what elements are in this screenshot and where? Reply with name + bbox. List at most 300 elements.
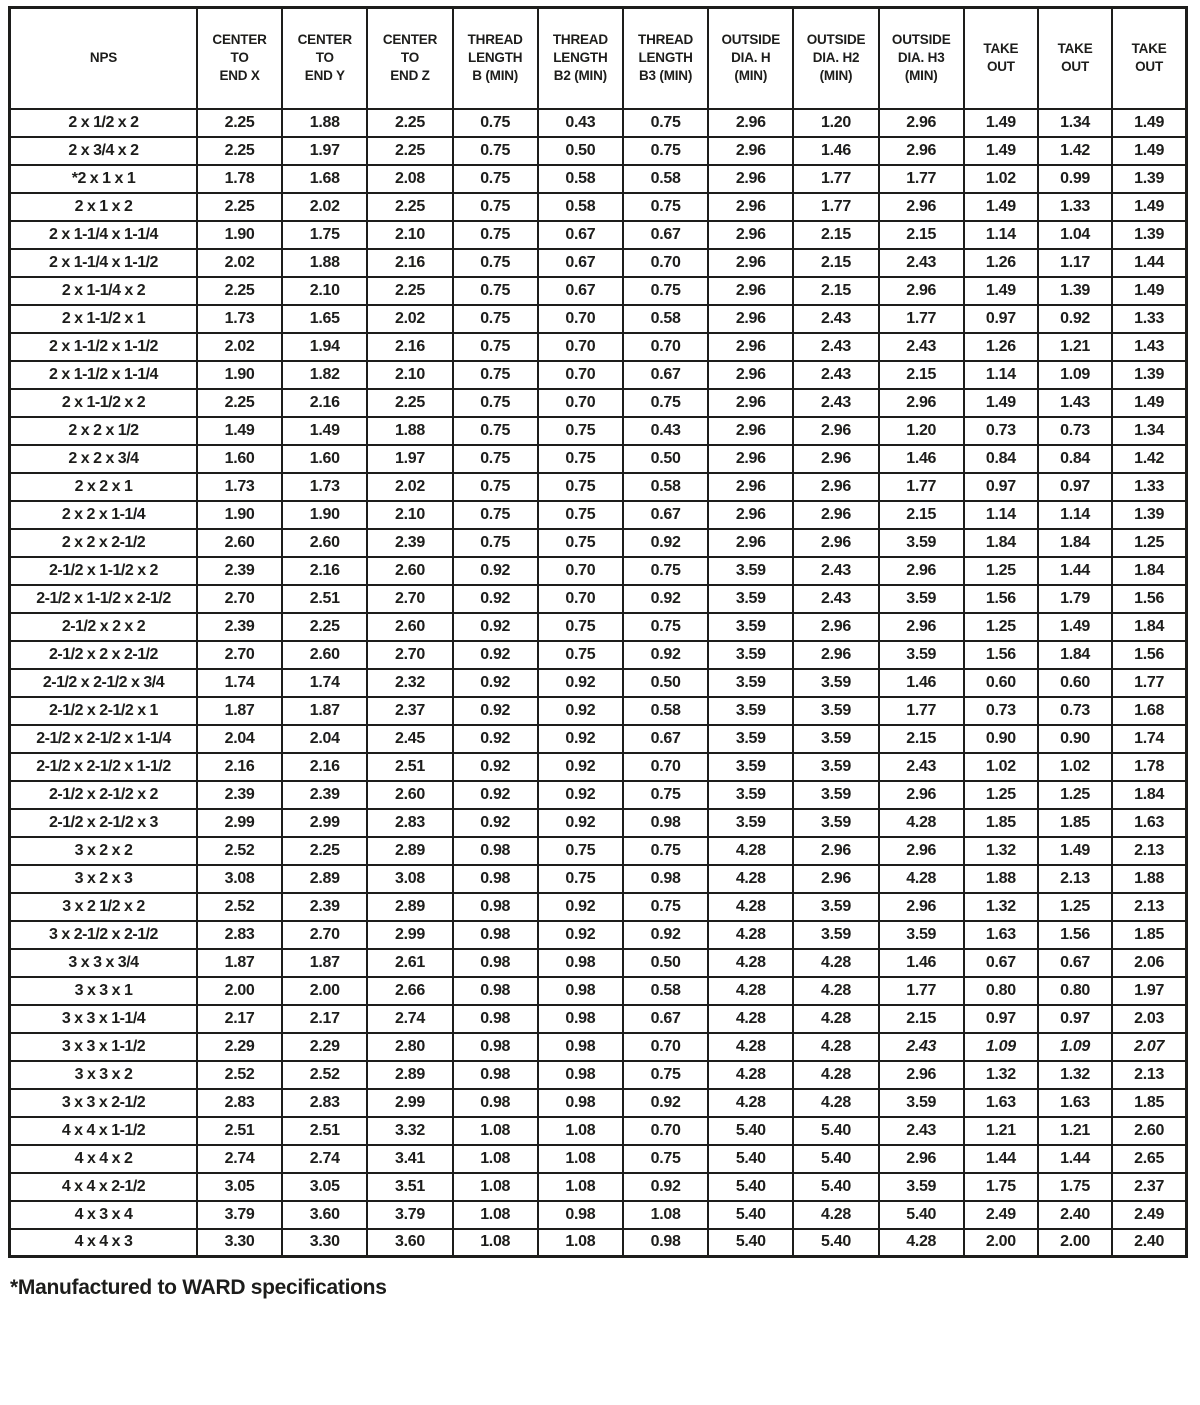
value-cell: 0.98 bbox=[453, 977, 538, 1005]
value-cell: 2.39 bbox=[282, 781, 367, 809]
table-row bbox=[10, 193, 1187, 221]
table-row bbox=[10, 585, 1187, 613]
value-cell: 1.49 bbox=[1038, 837, 1112, 865]
value-cell: 0.97 bbox=[964, 1005, 1038, 1033]
column-header-line: (MIN) bbox=[904, 68, 938, 84]
value-cell: 1.39 bbox=[1112, 361, 1186, 389]
nps-cell: 3 x 2 x 3 bbox=[10, 865, 197, 893]
column-header bbox=[1112, 8, 1186, 109]
nps-cell: 4 x 4 x 3 bbox=[10, 1229, 197, 1257]
value-cell: 1.32 bbox=[964, 1061, 1038, 1089]
value-cell: 2.13 bbox=[1112, 1061, 1186, 1089]
value-cell: 2.96 bbox=[879, 557, 964, 585]
value-cell: 1.68 bbox=[1112, 697, 1186, 725]
value-cell: 0.73 bbox=[964, 697, 1038, 725]
value-cell: 1.90 bbox=[197, 221, 282, 249]
value-cell: 0.75 bbox=[623, 389, 708, 417]
value-cell: 2.15 bbox=[793, 277, 878, 305]
value-cell: 2.00 bbox=[1038, 1229, 1112, 1257]
value-cell: 1.63 bbox=[1112, 809, 1186, 837]
value-cell: 0.98 bbox=[538, 1033, 623, 1061]
value-cell: 1.77 bbox=[879, 165, 964, 193]
value-cell: 1.33 bbox=[1112, 305, 1186, 333]
value-cell: 1.49 bbox=[964, 137, 1038, 165]
value-cell: 2.04 bbox=[197, 725, 282, 753]
value-cell: 3.59 bbox=[708, 613, 793, 641]
value-cell: 0.99 bbox=[1038, 165, 1112, 193]
value-cell: 0.58 bbox=[623, 165, 708, 193]
table-row bbox=[10, 921, 1187, 949]
value-cell: 0.92 bbox=[538, 809, 623, 837]
value-cell: 1.44 bbox=[1038, 557, 1112, 585]
value-cell: 0.67 bbox=[623, 361, 708, 389]
value-cell: 2.96 bbox=[793, 641, 878, 669]
table-row bbox=[10, 249, 1187, 277]
value-cell: 2.02 bbox=[282, 193, 367, 221]
value-cell: 0.92 bbox=[538, 725, 623, 753]
value-cell: 4.28 bbox=[879, 809, 964, 837]
value-cell: 1.60 bbox=[197, 445, 282, 473]
table-row bbox=[10, 1117, 1187, 1145]
value-cell: 1.78 bbox=[1112, 753, 1186, 781]
value-cell: 2.89 bbox=[367, 893, 452, 921]
value-cell: 0.73 bbox=[964, 417, 1038, 445]
value-cell: 0.70 bbox=[538, 361, 623, 389]
column-header-line: TAKE bbox=[1057, 41, 1093, 57]
value-cell: 1.25 bbox=[1038, 781, 1112, 809]
column-header-line: THREAD bbox=[552, 31, 608, 47]
value-cell: 5.40 bbox=[708, 1145, 793, 1173]
value-cell: 2.96 bbox=[793, 529, 878, 557]
value-cell: 1.08 bbox=[538, 1117, 623, 1145]
table-row bbox=[10, 1229, 1187, 1257]
value-cell: 1.25 bbox=[1112, 529, 1186, 557]
value-cell: 3.51 bbox=[367, 1173, 452, 1201]
value-cell: 2.80 bbox=[367, 1033, 452, 1061]
value-cell: 5.40 bbox=[879, 1201, 964, 1229]
value-cell: 0.97 bbox=[964, 473, 1038, 501]
table-row bbox=[10, 389, 1187, 417]
value-cell: 2.70 bbox=[197, 641, 282, 669]
value-cell: 3.59 bbox=[879, 921, 964, 949]
column-header bbox=[453, 8, 538, 109]
value-cell: 0.98 bbox=[538, 1061, 623, 1089]
value-cell: 1.87 bbox=[282, 949, 367, 977]
value-cell: 1.84 bbox=[1112, 557, 1186, 585]
value-cell: 2.07 bbox=[1112, 1033, 1186, 1061]
value-cell: 3.05 bbox=[197, 1173, 282, 1201]
table-row bbox=[10, 221, 1187, 249]
value-cell: 1.39 bbox=[1112, 221, 1186, 249]
value-cell: 0.75 bbox=[623, 893, 708, 921]
value-cell: 2.25 bbox=[367, 389, 452, 417]
value-cell: 0.92 bbox=[538, 921, 623, 949]
value-cell: 0.70 bbox=[623, 1117, 708, 1145]
value-cell: 2.74 bbox=[367, 1005, 452, 1033]
value-cell: 0.92 bbox=[538, 669, 623, 697]
value-cell: 2.70 bbox=[367, 641, 452, 669]
value-cell: 0.75 bbox=[538, 641, 623, 669]
value-cell: 2.43 bbox=[793, 389, 878, 417]
value-cell: 0.92 bbox=[453, 585, 538, 613]
value-cell: 3.41 bbox=[367, 1145, 452, 1173]
value-cell: 2.17 bbox=[282, 1005, 367, 1033]
value-cell: 2.02 bbox=[367, 473, 452, 501]
value-cell: 1.97 bbox=[367, 445, 452, 473]
value-cell: 0.98 bbox=[453, 1033, 538, 1061]
table-row bbox=[10, 137, 1187, 165]
value-cell: 3.79 bbox=[367, 1201, 452, 1229]
value-cell: 2.25 bbox=[197, 389, 282, 417]
value-cell: 1.73 bbox=[197, 305, 282, 333]
value-cell: 1.63 bbox=[964, 1089, 1038, 1117]
value-cell: 4.28 bbox=[708, 837, 793, 865]
value-cell: 3.59 bbox=[793, 697, 878, 725]
value-cell: 0.75 bbox=[623, 613, 708, 641]
value-cell: 3.60 bbox=[367, 1229, 452, 1257]
table-row bbox=[10, 473, 1187, 501]
value-cell: 0.50 bbox=[623, 949, 708, 977]
value-cell: 1.09 bbox=[964, 1033, 1038, 1061]
value-cell: 0.98 bbox=[453, 1005, 538, 1033]
table-row bbox=[10, 109, 1187, 137]
value-cell: 0.70 bbox=[538, 305, 623, 333]
value-cell: 0.98 bbox=[538, 1005, 623, 1033]
value-cell: 0.58 bbox=[538, 193, 623, 221]
value-cell: 2.00 bbox=[964, 1229, 1038, 1257]
nps-cell: 2-1/2 x 2 x 2 bbox=[10, 613, 197, 641]
value-cell: 1.79 bbox=[1038, 585, 1112, 613]
column-header-line: LENGTH bbox=[468, 50, 523, 66]
column-header bbox=[879, 8, 964, 109]
value-cell: 5.40 bbox=[793, 1173, 878, 1201]
value-cell: 2.96 bbox=[793, 613, 878, 641]
value-cell: 0.98 bbox=[623, 1229, 708, 1257]
value-cell: 1.39 bbox=[1112, 165, 1186, 193]
value-cell: 1.49 bbox=[964, 277, 1038, 305]
column-header-line: OUT bbox=[986, 59, 1015, 75]
value-cell: 2.25 bbox=[367, 193, 452, 221]
value-cell: 1.46 bbox=[879, 669, 964, 697]
value-cell: 2.29 bbox=[282, 1033, 367, 1061]
value-cell: 4.28 bbox=[793, 949, 878, 977]
value-cell: 3.08 bbox=[367, 865, 452, 893]
value-cell: 3.59 bbox=[879, 585, 964, 613]
value-cell: 1.46 bbox=[793, 137, 878, 165]
value-cell: 0.75 bbox=[453, 277, 538, 305]
value-cell: 2.70 bbox=[197, 585, 282, 613]
value-cell: 1.88 bbox=[964, 865, 1038, 893]
value-cell: 5.40 bbox=[793, 1117, 878, 1145]
column-header-line: OUTSIDE bbox=[806, 31, 866, 47]
table-row bbox=[10, 893, 1187, 921]
table-row bbox=[10, 669, 1187, 697]
value-cell: 0.98 bbox=[623, 865, 708, 893]
nps-cell: 2-1/2 x 1-1/2 x 2-1/2 bbox=[10, 585, 197, 613]
value-cell: 2.96 bbox=[793, 473, 878, 501]
value-cell: 2.37 bbox=[367, 697, 452, 725]
value-cell: 3.30 bbox=[197, 1229, 282, 1257]
value-cell: 4.28 bbox=[793, 1089, 878, 1117]
value-cell: 2.25 bbox=[197, 137, 282, 165]
column-header-line: B (MIN) bbox=[472, 68, 519, 84]
nps-cell: 3 x 3 x 1-1/4 bbox=[10, 1005, 197, 1033]
value-cell: 1.49 bbox=[964, 193, 1038, 221]
value-cell: 1.32 bbox=[964, 893, 1038, 921]
value-cell: 3.59 bbox=[793, 725, 878, 753]
value-cell: 1.56 bbox=[964, 585, 1038, 613]
table-row bbox=[10, 781, 1187, 809]
value-cell: 0.98 bbox=[453, 949, 538, 977]
value-cell: 2.37 bbox=[1112, 1173, 1186, 1201]
value-cell: 4.28 bbox=[708, 949, 793, 977]
value-cell: 4.28 bbox=[793, 1201, 878, 1229]
value-cell: 2.60 bbox=[1112, 1117, 1186, 1145]
value-cell: 1.56 bbox=[1112, 585, 1186, 613]
table-row bbox=[10, 417, 1187, 445]
nps-cell: 2-1/2 x 2-1/2 x 1-1/4 bbox=[10, 725, 197, 753]
nps-cell: 2 x 1-1/4 x 2 bbox=[10, 277, 197, 305]
value-cell: 2.96 bbox=[793, 445, 878, 473]
nps-cell: 3 x 3 x 1 bbox=[10, 977, 197, 1005]
column-header-line: CENTER bbox=[297, 31, 352, 47]
value-cell: 2.96 bbox=[708, 501, 793, 529]
value-cell: 1.25 bbox=[1038, 893, 1112, 921]
value-cell: 2.96 bbox=[708, 137, 793, 165]
nps-cell: 3 x 2-1/2 x 2-1/2 bbox=[10, 921, 197, 949]
value-cell: 0.70 bbox=[623, 1033, 708, 1061]
value-cell: 2.96 bbox=[708, 417, 793, 445]
value-cell: 2.96 bbox=[708, 333, 793, 361]
value-cell: 0.75 bbox=[623, 193, 708, 221]
value-cell: 0.92 bbox=[453, 753, 538, 781]
value-cell: 1.73 bbox=[282, 473, 367, 501]
value-cell: 0.75 bbox=[453, 445, 538, 473]
value-cell: 2.39 bbox=[197, 557, 282, 585]
value-cell: 0.90 bbox=[1038, 725, 1112, 753]
value-cell: 2.10 bbox=[282, 277, 367, 305]
value-cell: 3.30 bbox=[282, 1229, 367, 1257]
value-cell: 0.75 bbox=[538, 529, 623, 557]
value-cell: 3.59 bbox=[708, 809, 793, 837]
nps-cell: 4 x 3 x 4 bbox=[10, 1201, 197, 1229]
nps-cell: 2 x 1-1/2 x 1-1/4 bbox=[10, 361, 197, 389]
value-cell: 1.77 bbox=[879, 473, 964, 501]
value-cell: 1.08 bbox=[453, 1173, 538, 1201]
value-cell: 0.50 bbox=[538, 137, 623, 165]
value-cell: 0.75 bbox=[453, 221, 538, 249]
value-cell: 1.34 bbox=[1038, 109, 1112, 137]
value-cell: 0.75 bbox=[623, 557, 708, 585]
nps-cell: 2 x 1-1/4 x 1-1/2 bbox=[10, 249, 197, 277]
value-cell: 1.21 bbox=[964, 1117, 1038, 1145]
value-cell: 3.59 bbox=[793, 921, 878, 949]
column-header-line: THREAD bbox=[638, 31, 694, 47]
column-header-line: CENTER bbox=[382, 31, 438, 47]
nps-cell: 2 x 2 x 1/2 bbox=[10, 417, 197, 445]
value-cell: 2.96 bbox=[879, 193, 964, 221]
nps-cell: 2-1/2 x 2-1/2 x 3 bbox=[10, 809, 197, 837]
nps-cell: 2 x 1-1/2 x 1 bbox=[10, 305, 197, 333]
value-cell: 2.60 bbox=[282, 529, 367, 557]
value-cell: 0.92 bbox=[623, 585, 708, 613]
value-cell: 1.14 bbox=[964, 221, 1038, 249]
value-cell: 1.21 bbox=[1038, 1117, 1112, 1145]
value-cell: 0.58 bbox=[623, 977, 708, 1005]
footnote: *Manufactured to WARD specifications bbox=[10, 1276, 387, 1299]
value-cell: 0.75 bbox=[453, 109, 538, 137]
specs-table bbox=[8, 6, 1188, 1258]
value-cell: 0.60 bbox=[964, 669, 1038, 697]
value-cell: 2.60 bbox=[367, 781, 452, 809]
value-cell: 0.98 bbox=[453, 865, 538, 893]
nps-cell: 3 x 2 x 2 bbox=[10, 837, 197, 865]
value-cell: 2.96 bbox=[708, 277, 793, 305]
value-cell: 2.89 bbox=[367, 1061, 452, 1089]
value-cell: 0.75 bbox=[453, 249, 538, 277]
value-cell: 4.28 bbox=[708, 977, 793, 1005]
value-cell: 1.88 bbox=[282, 109, 367, 137]
value-cell: 0.70 bbox=[538, 333, 623, 361]
nps-cell: 2-1/2 x 2-1/2 x 1-1/2 bbox=[10, 753, 197, 781]
value-cell: 0.84 bbox=[964, 445, 1038, 473]
value-cell: 1.39 bbox=[1038, 277, 1112, 305]
value-cell: 2.43 bbox=[879, 333, 964, 361]
value-cell: 0.92 bbox=[453, 641, 538, 669]
value-cell: 1.84 bbox=[1038, 641, 1112, 669]
value-cell: 3.59 bbox=[708, 585, 793, 613]
value-cell: 0.67 bbox=[1038, 949, 1112, 977]
value-cell: 2.96 bbox=[879, 109, 964, 137]
value-cell: 0.92 bbox=[453, 669, 538, 697]
value-cell: 1.49 bbox=[197, 417, 282, 445]
value-cell: 1.32 bbox=[964, 837, 1038, 865]
value-cell: 0.97 bbox=[1038, 473, 1112, 501]
value-cell: 0.92 bbox=[538, 753, 623, 781]
value-cell: 3.59 bbox=[793, 781, 878, 809]
value-cell: 2.25 bbox=[367, 137, 452, 165]
value-cell: 0.67 bbox=[623, 501, 708, 529]
value-cell: 1.49 bbox=[1112, 193, 1186, 221]
value-cell: 1.49 bbox=[1112, 277, 1186, 305]
value-cell: 1.33 bbox=[1038, 193, 1112, 221]
value-cell: 1.88 bbox=[367, 417, 452, 445]
value-cell: 2.96 bbox=[879, 1061, 964, 1089]
value-cell: 2.96 bbox=[793, 865, 878, 893]
value-cell: 1.42 bbox=[1038, 137, 1112, 165]
value-cell: 0.90 bbox=[964, 725, 1038, 753]
value-cell: 2.16 bbox=[367, 333, 452, 361]
value-cell: 1.85 bbox=[1112, 921, 1186, 949]
value-cell: 3.59 bbox=[793, 893, 878, 921]
column-header-line: TAKE bbox=[1131, 41, 1167, 57]
column-header bbox=[282, 8, 367, 109]
value-cell: 2.96 bbox=[793, 501, 878, 529]
value-cell: 2.40 bbox=[1038, 1201, 1112, 1229]
value-cell: 0.92 bbox=[453, 781, 538, 809]
column-header-line: TO bbox=[315, 50, 334, 66]
value-cell: 2.52 bbox=[197, 837, 282, 865]
value-cell: 1.44 bbox=[1038, 1145, 1112, 1173]
nps-cell: 2 x 1 x 2 bbox=[10, 193, 197, 221]
column-header-line: B2 (MIN) bbox=[553, 68, 607, 84]
value-cell: 1.14 bbox=[964, 361, 1038, 389]
value-cell: 3.59 bbox=[793, 669, 878, 697]
column-header bbox=[10, 8, 197, 109]
table-row bbox=[10, 445, 1187, 473]
value-cell: 3.59 bbox=[708, 557, 793, 585]
column-header-line: END Z bbox=[390, 68, 430, 84]
value-cell: 1.46 bbox=[879, 949, 964, 977]
value-cell: 1.65 bbox=[282, 305, 367, 333]
value-cell: 1.49 bbox=[1112, 109, 1186, 137]
column-header-line: OUTSIDE bbox=[891, 31, 951, 47]
value-cell: 1.74 bbox=[282, 669, 367, 697]
value-cell: 1.32 bbox=[1038, 1061, 1112, 1089]
value-cell: 0.97 bbox=[964, 305, 1038, 333]
value-cell: 1.94 bbox=[282, 333, 367, 361]
value-cell: 1.56 bbox=[964, 641, 1038, 669]
value-cell: 1.02 bbox=[1038, 753, 1112, 781]
value-cell: 3.59 bbox=[793, 809, 878, 837]
value-cell: 1.49 bbox=[964, 389, 1038, 417]
value-cell: 3.59 bbox=[879, 641, 964, 669]
nps-cell: 2 x 1-1/2 x 2 bbox=[10, 389, 197, 417]
value-cell: 2.43 bbox=[793, 333, 878, 361]
value-cell: 2.96 bbox=[879, 1145, 964, 1173]
value-cell: 0.75 bbox=[623, 137, 708, 165]
value-cell: 0.75 bbox=[538, 865, 623, 893]
nps-cell: 2 x 1-1/2 x 1-1/2 bbox=[10, 333, 197, 361]
nps-cell: 2 x 3/4 x 2 bbox=[10, 137, 197, 165]
value-cell: 4.28 bbox=[879, 1229, 964, 1257]
value-cell: 1.85 bbox=[964, 809, 1038, 837]
value-cell: 2.15 bbox=[879, 221, 964, 249]
value-cell: 1.78 bbox=[197, 165, 282, 193]
value-cell: 0.98 bbox=[538, 949, 623, 977]
value-cell: 1.77 bbox=[793, 165, 878, 193]
value-cell: 3.59 bbox=[708, 641, 793, 669]
value-cell: 1.77 bbox=[879, 305, 964, 333]
value-cell: 2.43 bbox=[793, 557, 878, 585]
value-cell: 2.51 bbox=[282, 585, 367, 613]
value-cell: 4.28 bbox=[708, 865, 793, 893]
value-cell: 2.00 bbox=[282, 977, 367, 1005]
value-cell: 2.00 bbox=[197, 977, 282, 1005]
value-cell: 1.49 bbox=[1038, 613, 1112, 641]
value-cell: 0.75 bbox=[453, 417, 538, 445]
value-cell: 2.25 bbox=[197, 277, 282, 305]
value-cell: 1.44 bbox=[1112, 249, 1186, 277]
table-row bbox=[10, 725, 1187, 753]
column-header-line: TAKE bbox=[983, 41, 1019, 57]
value-cell: 5.40 bbox=[708, 1201, 793, 1229]
value-cell: 3.05 bbox=[282, 1173, 367, 1201]
value-cell: 3.79 bbox=[197, 1201, 282, 1229]
value-cell: 2.96 bbox=[708, 389, 793, 417]
value-cell: 0.70 bbox=[538, 557, 623, 585]
value-cell: 2.25 bbox=[282, 613, 367, 641]
table-row bbox=[10, 165, 1187, 193]
nps-cell: 2-1/2 x 2-1/2 x 2 bbox=[10, 781, 197, 809]
value-cell: 0.75 bbox=[453, 305, 538, 333]
table-header-row bbox=[10, 8, 1187, 109]
value-cell: 0.75 bbox=[623, 109, 708, 137]
value-cell: 0.75 bbox=[453, 361, 538, 389]
table-row bbox=[10, 809, 1187, 837]
value-cell: 2.16 bbox=[282, 557, 367, 585]
nps-cell: 4 x 4 x 2-1/2 bbox=[10, 1173, 197, 1201]
